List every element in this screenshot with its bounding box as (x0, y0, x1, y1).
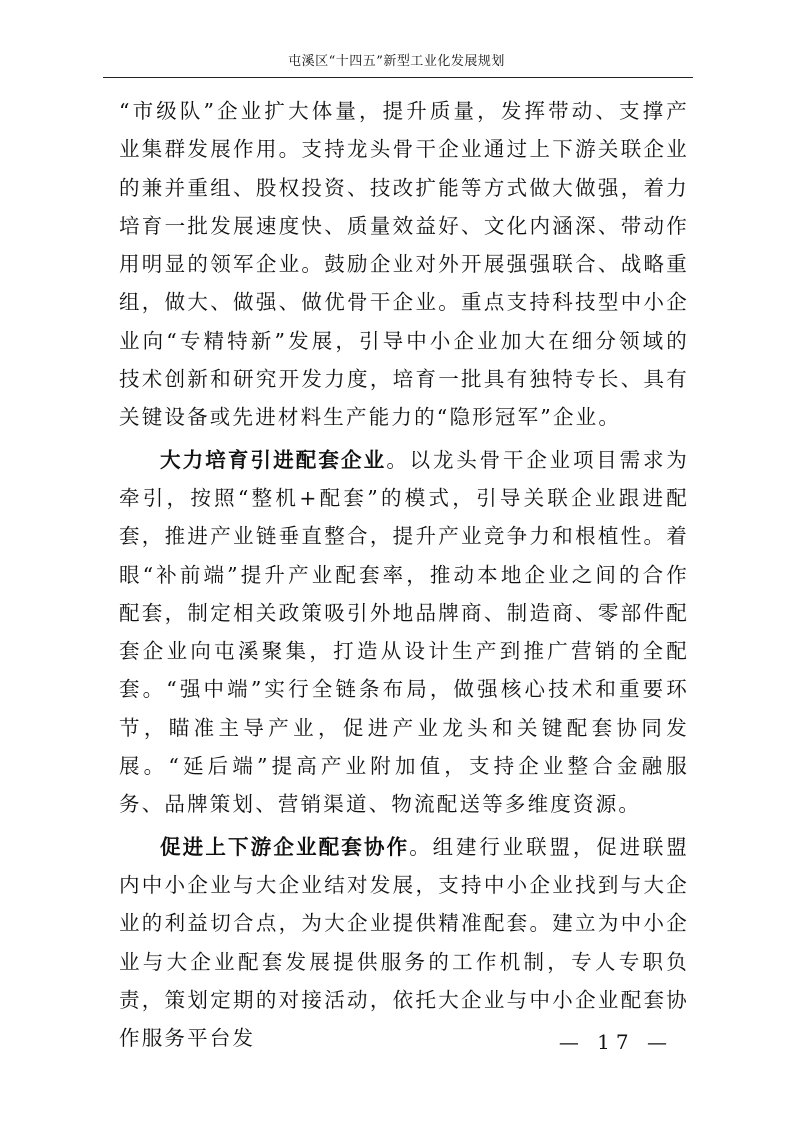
paragraph-text: 。组建行业联盟，促进联盟内中小企业与大企业结对发展，支持中小企业找到与大企业的利益切合点，为大企业提供精准配套。建立为中小企业与大企业配套发展提供服务的工作机制，专人专职负责，策划定期的对接活动，依托大企业与中小企业配套协作服务平台发 (119, 834, 689, 1051)
paragraph-lead: 促进上下游企业配套协作 (160, 834, 410, 859)
running-header: 屯溪区“十四五”新型工业化发展规划 (288, 54, 505, 69)
header-divider (103, 77, 693, 78)
paragraph-text: 。以龙头骨干企业项目需求为牵引，按照“整机+配套”的模式，引导关联企业跟进配套，推进产业链垂直整合，提升产业竞争力和根植性。着眼“补前端”提升产业配套率，推动本地企业之间的合作配套，制定相关政策吸引外地品牌商、制造商、零部件配套企业向屯溪聚集，打造从设计生产到推广营销的全配套。“强中端”实行全链条布局，做强核心技术和重要环节，瞄准主导产业，促进产业龙头和关键配套协同发展。“延后端”提高产业附加值，支持企业整合金融服务、品牌策划、营销渠道、物流配送等多维度资源。 (119, 447, 690, 817)
paragraph-3 (119, 828, 689, 1058)
paragraph-2 (119, 441, 689, 824)
paragraph-lead: 大力培育引进配套企业 (160, 447, 387, 472)
paragraph-1 (119, 92, 689, 437)
paragraph-text: “市级队”企业扩大体量，提升质量，发挥带动、支撑产业集群发展作用。支持龙头骨干企业通过上下游关联企业的兼并重组、股权投资、技改扩能等方式做大做强，着力培育一批发展速度快、质量效益好、文化内涵深、带动作用明显的领军企业。鼓励企业对外开展强强联合、战略重组，做大、做强、做优骨干企业。重点支持科技型中小企业向“专精特新”发展，引导中小企业加大在细分领域的技术创新和研究开发力度，培育一批具有独特专长、具有关键设备或先进材料生产能力的“隐形冠军”企业。 (119, 99, 689, 430)
document-body (119, 92, 689, 1057)
page-number: — 17 — (558, 1030, 673, 1054)
